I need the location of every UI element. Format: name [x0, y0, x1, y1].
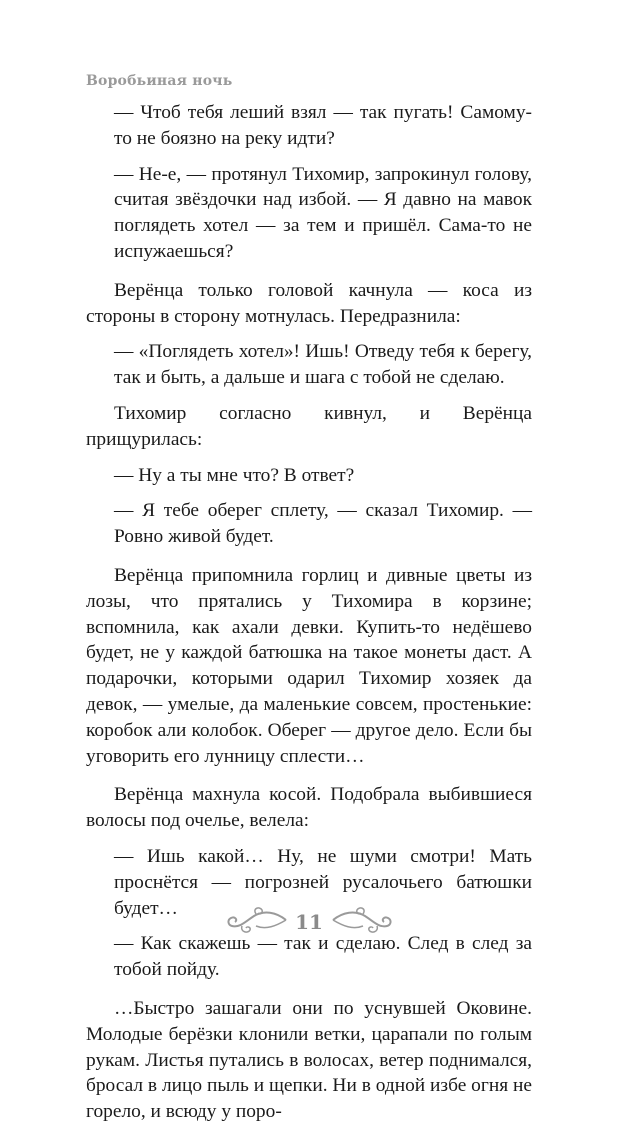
- page-footer: [0, 900, 618, 950]
- main-text: [86, 100, 532, 1125]
- paragraph-dialog: — Не-е, — протянул Тихомир, запрокинул голову, считая звёздочки над избой. — Я давно на мавок поглядеть хотел — за тем и пришёл. Сама-то не испужаешься?: [114, 163, 532, 262]
- paragraph-narration: Верёнца припомнила горлиц и дивные цветы из лозы, что прятались у Тихомира в корзине; вспомнила, как ахали девки. Купить-то недёшево будет, не у каждой батюшка на такое монеты даст. А подарочки, которыми одарил Тихомир хозяек да девок, — умелые, да маленькие совсем, простенькие: коробок али колобок. Оберег — другое дело. Если бы уговорить его лунницу сплести…: [86, 564, 532, 767]
- paragraph-dialog: — Я тебе оберег сплету, — сказал Тихомир. — Ровно живой будет.: [114, 500, 532, 548]
- paragraph-dialog: — Ну а ты мне что? В ответ?: [114, 464, 355, 486]
- running-title: Воробьиная ночь: [86, 73, 233, 89]
- paragraph-narration: Тихомир согласно кивнул, и Верёнца прищурилась:: [86, 402, 532, 450]
- paragraph-dialog: — Как скажешь — так и сделаю. След в след за тобой пойду.: [114, 933, 532, 981]
- page-number: 11: [295, 910, 323, 934]
- paragraph-dialog: — Ишь какой… Ну, не шуми смотри! Мать проснётся — погрозней русалочьего батюшки будет…: [114, 845, 532, 919]
- flourish-ornament-icon: [331, 906, 393, 936]
- paragraph-dialog: — «Поглядеть хотел»! Ишь! Отведу тебя к берегу, так и быть, а дальше и шага с тобой не сделаю.: [114, 341, 532, 389]
- paragraph-narration: Верёнца только головой качнула — коса из стороны в сторону мотнулась. Передразнила:: [86, 279, 532, 327]
- paragraph-narration: Верёнца махнула косой. Подобрала выбившиеся волосы под очелье, велела:: [86, 784, 532, 832]
- paragraph-dialog: — Чтоб тебя леший взял — так пугать! Самому-то не боязно на реку идти?: [114, 102, 532, 149]
- paragraph-narration: …Быстро зашагали они по уснувшей Оковине. Молодые берёзки клонили ветки, царапали по голым рукам. Листья путались в волосах, ветер поднимался, бросал в лицо пыль и щепки. Ни в одной избе огня не горело, и всюду у поро-: [86, 997, 532, 1123]
